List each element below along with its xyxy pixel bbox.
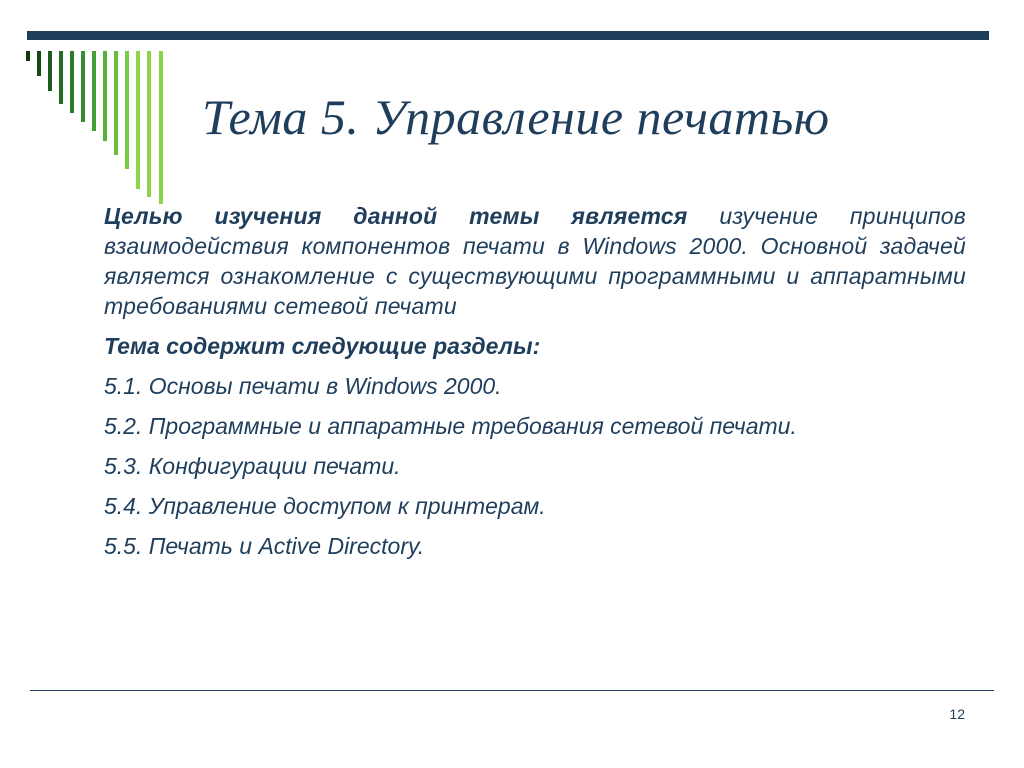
- stripe: [59, 51, 63, 104]
- section-item: 5.1. Основы печати в Windows 2000.: [104, 373, 502, 399]
- sections-list: [104, 371, 966, 561]
- toc-heading: Тема содержит следующие разделы:: [104, 333, 541, 359]
- stripe: [136, 51, 140, 189]
- intro-paragraph: [104, 201, 966, 321]
- stripe: [26, 51, 30, 61]
- top-rule: [27, 31, 989, 40]
- slide-title: Тема 5. Управление печатью: [202, 89, 830, 145]
- stripe: [103, 51, 107, 141]
- section-item: 5.5. Печать и Active Directory.: [104, 533, 425, 559]
- stripe: [92, 51, 96, 131]
- section-item: 5.4. Управление доступом к принтерам.: [104, 493, 546, 519]
- intro-lead: Целью изучения данной темы является: [104, 203, 688, 229]
- bottom-rule: [30, 690, 994, 691]
- intro-body: изучение принципов взаимодействия компонентов печати в Windows 2000. Основной задачей является ознакомление с существующими программными и аппаратными требованиями сетевой печати: [104, 203, 966, 319]
- stripe: [48, 51, 52, 91]
- stripe: [114, 51, 118, 155]
- slide-content: [104, 201, 966, 561]
- page-number: 12: [949, 706, 965, 722]
- decorative-stripes: [0, 0, 170, 210]
- stripe: [70, 51, 74, 113]
- stripe: [37, 51, 41, 76]
- section-item: 5.2. Программные и аппаратные требования сетевой печати.: [104, 413, 797, 439]
- stripe: [159, 51, 163, 204]
- stripe: [81, 51, 85, 122]
- stripe: [125, 51, 129, 169]
- section-item: 5.3. Конфигурации печати.: [104, 453, 401, 479]
- stripe: [147, 51, 151, 197]
